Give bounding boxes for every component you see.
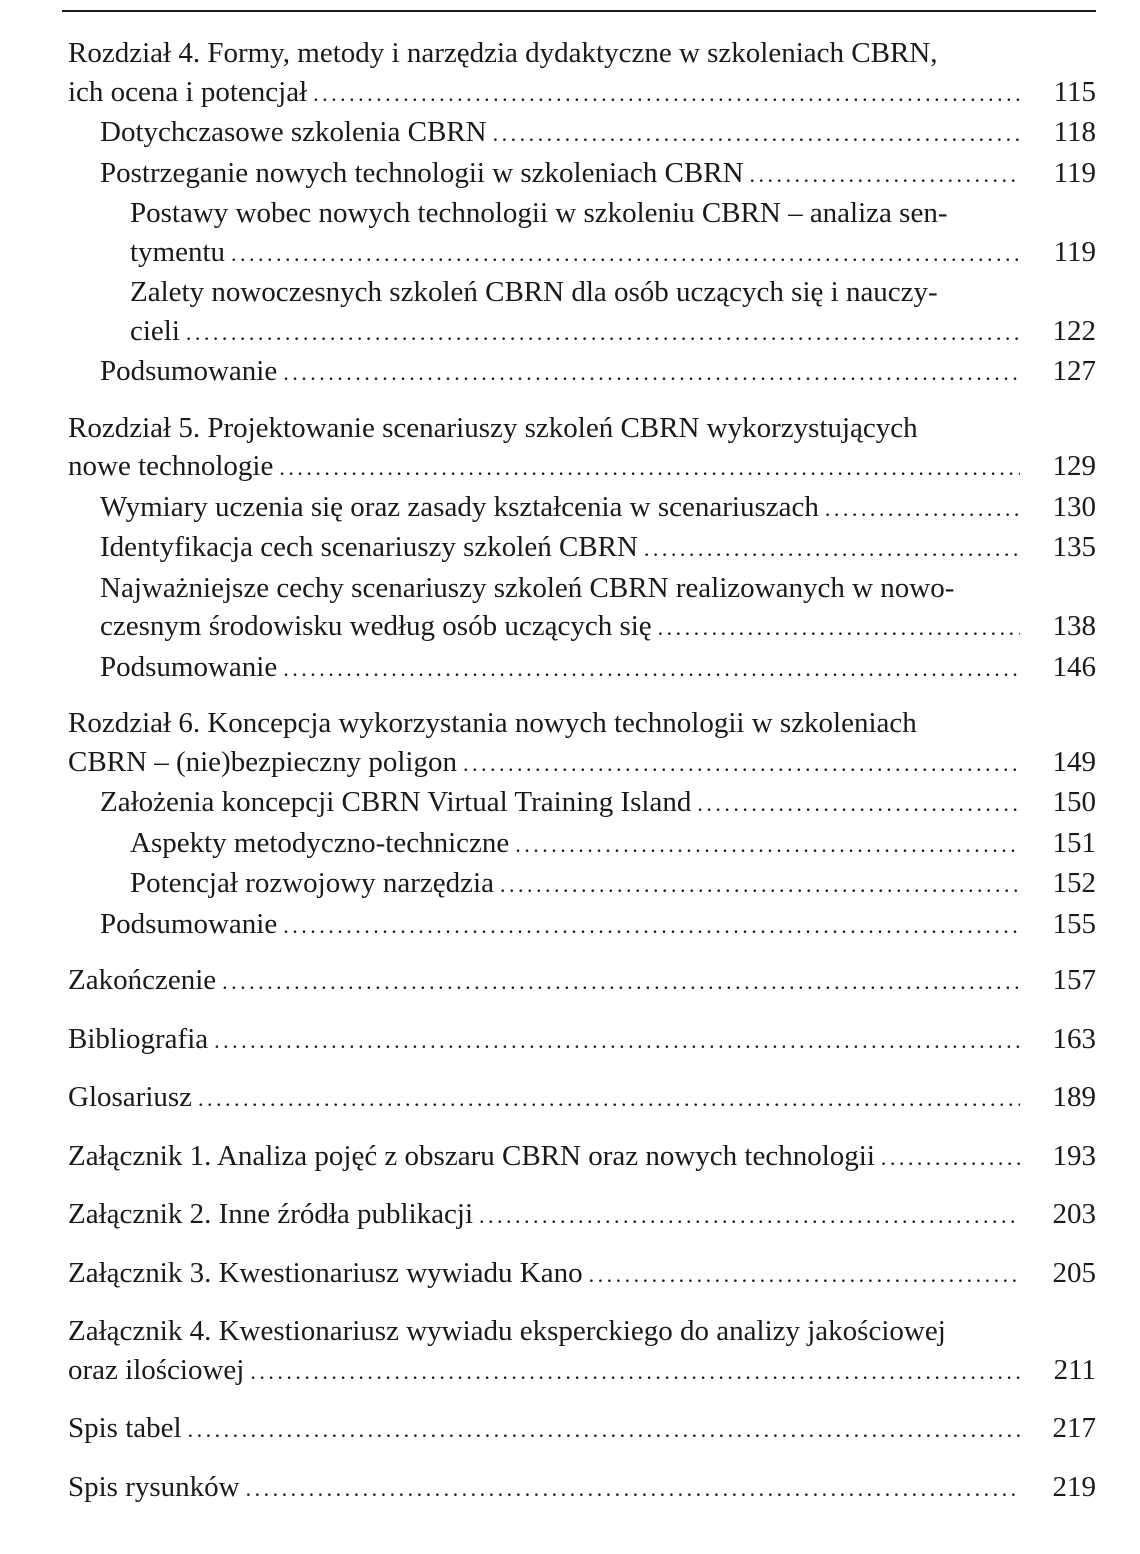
page-number: 149: [1052, 745, 1096, 778]
toc-entry-title: Podsumowanie: [100, 355, 278, 387]
toc-entry-row: [130, 864, 1096, 905]
toc-entry-row: [68, 1020, 1096, 1061]
toc-entry-title-line: Załącznik 4. Kwestionariusz wywiadu eksperckiego do analizy jakościowej: [68, 1315, 946, 1347]
dot-leader: [463, 743, 1020, 784]
toc-entry-row: [100, 528, 1096, 569]
toc-entry-title-line: Najważniejsze cechy scenariuszy szkoleń CBRN realizowanych w nowo-: [100, 571, 955, 604]
toc-entry-row: [68, 1195, 1096, 1236]
toc-entry-row: [68, 447, 1096, 488]
dot-leader: [283, 905, 1020, 946]
toc-entry-title: Załącznik 1. Analiza pojęć z obszaru CBRN oraz nowych technologii: [68, 1139, 875, 1172]
toc-entry: [68, 648, 1096, 689]
toc-entry-row: [100, 154, 1096, 195]
page-number: 217: [1052, 1412, 1096, 1444]
toc-entry: [68, 824, 1096, 865]
toc-entry-title: Podsumowanie: [100, 650, 278, 683]
toc-entry-row: [68, 1351, 1096, 1392]
toc-entry-title: ich ocena i potencjał: [68, 75, 308, 108]
dot-leader: [250, 1351, 1020, 1392]
header-rule: [62, 10, 1096, 12]
dot-leader: [222, 961, 1020, 1002]
dot-leader: [214, 1020, 1020, 1061]
toc-entry: [68, 1254, 1096, 1295]
toc-entry: [68, 905, 1096, 946]
toc-entry-title: Załącznik 2. Inne źródła publikacji: [68, 1198, 474, 1230]
dot-leader: [279, 447, 1020, 488]
toc-entry-title: Aspekty metodyczno-techniczne: [130, 826, 510, 859]
dot-leader: [493, 113, 1020, 154]
page-number: 157: [1052, 964, 1096, 996]
toc-entry-row: [100, 113, 1096, 154]
page-number: 189: [1052, 1081, 1096, 1113]
page-number: 211: [1053, 1353, 1096, 1386]
page-number: 205: [1052, 1256, 1096, 1289]
toc-entry: [68, 154, 1096, 195]
dot-leader: [198, 1078, 1020, 1119]
toc-entry-title: Glosariusz: [68, 1081, 193, 1113]
toc-entry: [68, 409, 1096, 488]
dot-leader: [589, 1254, 1020, 1295]
toc-entry-title: oraz ilościowej: [68, 1353, 245, 1386]
toc-entry-title: czesnym środowisku według osób uczących się: [100, 610, 652, 642]
page-number: 127: [1052, 355, 1096, 387]
dot-leader: [881, 1137, 1020, 1178]
toc-entry: [68, 704, 1096, 783]
page-number: 193: [1052, 1139, 1096, 1172]
toc-entry: [68, 1078, 1096, 1119]
toc-entry-title: Dotychczasowe szkolenia CBRN: [100, 116, 487, 148]
toc-entry-title: Identyfikacja cech scenariuszy szkoleń CBRN: [100, 531, 638, 563]
toc-entry: [68, 1468, 1096, 1509]
toc-entry-title: Zakończenie: [68, 964, 217, 996]
toc-entry-title: Potencjał rozwojowy narzędzia: [130, 867, 494, 899]
toc-entry: [68, 1409, 1096, 1450]
toc-entry: [68, 352, 1096, 393]
toc-entry-title: Załącznik 3. Kwestionariusz wywiadu Kano: [68, 1256, 583, 1289]
toc-entry-title: nowe technologie: [68, 450, 274, 482]
toc-entry-title-line: Zalety nowoczesnych szkoleń CBRN dla osób uczących się i nauczy-: [130, 276, 938, 308]
toc-entry-title: Podsumowanie: [100, 907, 278, 940]
page-number: 130: [1052, 490, 1096, 523]
toc-entry-row: [68, 1468, 1096, 1509]
page-number: 119: [1053, 235, 1096, 268]
page-number: 219: [1052, 1470, 1096, 1503]
toc-entry: [68, 488, 1096, 529]
toc-entry: [68, 1020, 1096, 1061]
toc-entry-title: Spis tabel: [68, 1412, 182, 1444]
dot-leader: [186, 312, 1020, 353]
toc-entry-title: CBRN – (nie)bezpieczny poligon: [68, 745, 457, 778]
page-number: 203: [1052, 1198, 1096, 1230]
toc-entry-title-line: Rozdział 5. Projektowanie scenariuszy szkoleń CBRN wykorzystujących: [68, 411, 918, 444]
dot-leader: [515, 824, 1020, 865]
dot-leader: [697, 783, 1020, 824]
page-number: 151: [1052, 826, 1096, 859]
toc-entry-title: tymentu: [130, 235, 226, 268]
toc-entry: [68, 194, 1096, 273]
dot-leader: [825, 488, 1020, 529]
toc-entry: [68, 1137, 1096, 1178]
dot-leader: [283, 648, 1020, 689]
toc-entry-row: [130, 824, 1096, 865]
toc-entry: [68, 864, 1096, 905]
dot-leader: [246, 1468, 1020, 1509]
toc-entry: [68, 34, 1096, 113]
toc-entry: [68, 113, 1096, 154]
toc-entry: [68, 961, 1096, 1002]
dot-leader: [750, 154, 1020, 195]
toc-entry-title: Założenia koncepcji CBRN Virtual Training Island: [100, 786, 692, 818]
toc-entry-row: [68, 1254, 1096, 1295]
toc-entry-title: cieli: [130, 314, 180, 347]
page-number: 138: [1052, 610, 1096, 642]
toc-entry-title-line: Rozdział 6. Koncepcja wykorzystania nowych technologii w szkoleniach: [68, 707, 917, 739]
toc-entry-row: [100, 352, 1096, 393]
toc-entry: [68, 273, 1096, 352]
toc-entry-title: Wymiary uczenia się oraz zasady kształcenia w scenariuszach: [100, 490, 819, 523]
page-number: 118: [1053, 116, 1096, 148]
toc-entry-title: Bibliografia: [68, 1022, 209, 1055]
toc-entry-row: [130, 312, 1096, 353]
dot-leader: [313, 73, 1020, 114]
toc-entry-row: [68, 743, 1096, 784]
toc-entry: [68, 1195, 1096, 1236]
dot-leader: [283, 352, 1020, 393]
toc-entry-row: [130, 233, 1096, 274]
page-number: 119: [1053, 156, 1096, 189]
dot-leader: [644, 528, 1020, 569]
page-number: 163: [1052, 1022, 1096, 1055]
toc-entry-row: [68, 1137, 1096, 1178]
page-number: 129: [1052, 450, 1096, 482]
dot-leader: [231, 233, 1020, 274]
toc-entry-row: [68, 1078, 1096, 1119]
page-number: 146: [1052, 650, 1096, 683]
toc-entry-row: [100, 648, 1096, 689]
toc-entry-title: Postrzeganie nowych technologii w szkoleniach CBRN: [100, 156, 744, 189]
page-number: 150: [1052, 786, 1096, 818]
toc-entry: [68, 783, 1096, 824]
toc-entry-row: [100, 607, 1096, 648]
dot-leader: [500, 864, 1020, 905]
page-number: 152: [1052, 867, 1096, 899]
toc-entry-title: Spis rysunków: [68, 1470, 240, 1503]
toc-entry-row: [68, 1409, 1096, 1450]
toc-entry-row: [100, 783, 1096, 824]
page-number: 115: [1053, 75, 1096, 108]
page-number: 122: [1052, 314, 1096, 347]
dot-leader: [479, 1195, 1020, 1236]
toc-entry-row: [100, 488, 1096, 529]
toc-entry: [68, 528, 1096, 569]
page-number: 135: [1052, 531, 1096, 563]
toc-entry-row: [100, 905, 1096, 946]
toc-entry-row: [68, 961, 1096, 1002]
toc-entry-title-line: Postawy wobec nowych technologii w szkoleniu CBRN – analiza sen-: [130, 197, 948, 229]
dot-leader: [658, 607, 1020, 648]
toc-entry: [68, 569, 1096, 648]
toc-entry-title-line: Rozdział 4. Formy, metody i narzędzia dydaktyczne w szkoleniach CBRN,: [68, 37, 938, 69]
page-number: 155: [1052, 907, 1096, 940]
dot-leader: [188, 1409, 1020, 1450]
toc-entry-row: [68, 73, 1096, 114]
table-of-contents: [68, 34, 1096, 1508]
toc-entry: [68, 1312, 1096, 1391]
